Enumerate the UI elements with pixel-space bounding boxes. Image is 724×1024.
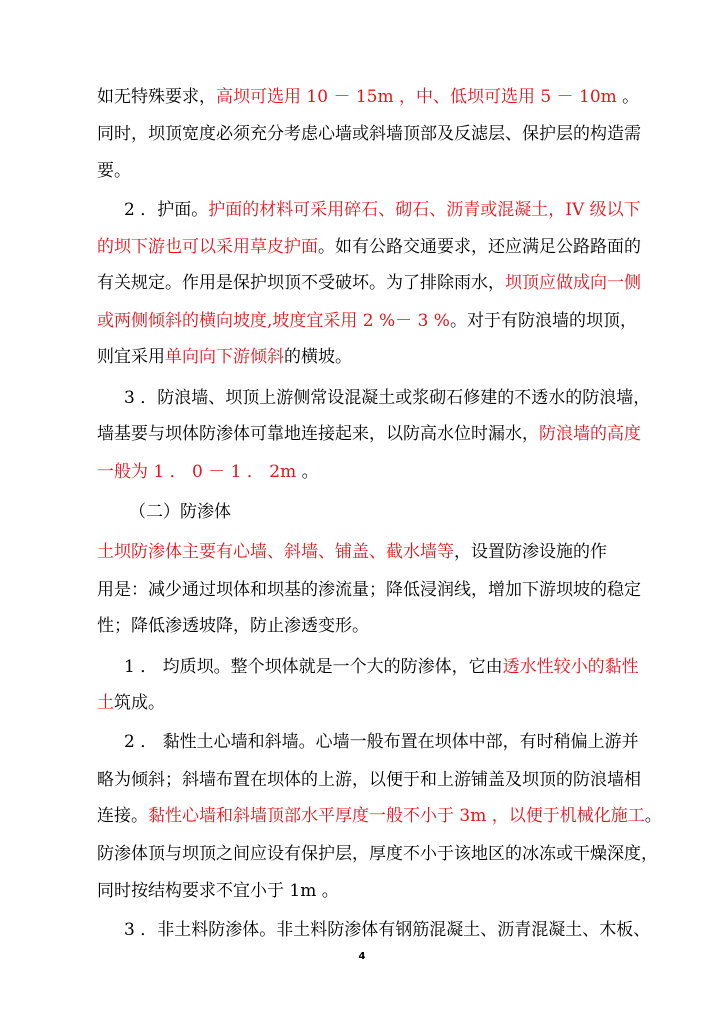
highlighted-text: 或两侧倾斜的横向坡度,坡度宜采用 2 %－ 3 %	[97, 311, 450, 331]
text-span: 的横坡。	[284, 347, 352, 367]
text-span: 墙基要与坝体防渗体可靠地连接起来，以防高水位时漏水，	[97, 424, 539, 444]
text-span: 1 ． 均质坝。整个坝体就是一个大的防渗体，它由	[124, 657, 503, 677]
highlighted-text: 坝顶应做成向一侧	[505, 273, 641, 293]
text-line	[97, 879, 637, 903]
highlighted-text: 土	[97, 693, 114, 713]
text-span: 。	[296, 462, 319, 482]
text-line	[97, 159, 637, 183]
text-span: 用是：减少通过坝体和坝基的渗流量；降低浸润线，增加下游坝坡的稳定	[97, 580, 641, 600]
text-line	[129, 500, 637, 524]
highlighted-text: 高坝可选用 10 － 15m ，中、低坝可选用 5 － 10m	[216, 87, 617, 107]
text-line	[97, 540, 637, 564]
text-span: 性；降低渗透坡降，防止渗透变形。	[97, 616, 369, 636]
text-span: 要。	[97, 161, 131, 181]
text-line	[97, 85, 640, 109]
text-line	[97, 422, 641, 446]
text-line	[124, 655, 637, 679]
text-line	[97, 309, 637, 333]
text-span: 2 ． 黏性土心墙和斜墙。心墙一般布置在坝体中部，有时稍偏上游并	[124, 732, 639, 752]
text-span: 略为倾斜；斜墙布置在坝体的上游，以便于和上游铺盖及坝顶的防浪墙相	[97, 770, 641, 790]
text-span: 如无特殊要求，	[97, 87, 216, 107]
text-span: 3 ．防浪墙、坝顶上游侧常设混凝土或浆砌石修建的不透水的防浪墙，	[124, 388, 651, 408]
text-line	[124, 386, 651, 410]
text-span: 有关规定。作用是保护坝顶不受破坏。为了排除雨水，	[97, 273, 505, 293]
text-line	[97, 122, 641, 146]
text-span: 防渗体顶与坝顶之间应设有保护层，厚度不小于该地区的冰冻或干燥深度，	[97, 844, 658, 864]
highlighted-text: 透水性较小的黏性	[502, 657, 639, 677]
highlighted-text: 护面的材料可采用碎石、砌石、沥青或混凝土，IV 级以下	[208, 200, 641, 220]
highlighted-text: 的坝下游也可以采用草皮护面	[97, 237, 318, 257]
text-line	[97, 345, 637, 369]
text-span: 。	[616, 87, 640, 107]
text-span: 筑成。	[114, 693, 165, 713]
page-number: 4	[358, 951, 366, 962]
text-line	[97, 804, 662, 828]
text-span: 连接。	[97, 806, 148, 826]
text-line	[124, 730, 637, 754]
text-span: 则宜采用	[97, 347, 165, 367]
text-line	[97, 271, 641, 295]
text-line	[97, 691, 637, 715]
highlighted-text: 一般为 1 ． 0 － 1 ． 2m	[97, 462, 297, 482]
text-span: 同时，坝顶宽度必须充分考虑心墙或斜墙顶部及反滤层、保护层的构造需	[97, 124, 641, 144]
highlighted-text: 防浪墙的高度	[539, 424, 641, 444]
text-span: （二）防渗体	[129, 502, 231, 522]
text-line	[124, 918, 651, 942]
text-span: 。对于有防浪墙的坝顶，	[449, 311, 637, 331]
highlighted-text: 土坝防渗体主要有心墙、斜墙、铺盖、截水墙等	[97, 542, 454, 562]
text-line	[97, 578, 641, 602]
text-span: ，设置防渗设施的作	[454, 542, 607, 562]
text-line	[97, 460, 637, 484]
text-line	[97, 842, 658, 866]
text-line	[97, 235, 641, 259]
highlighted-text: 黏性心墙和斜墙顶部水平厚度一般不小于 3m ，以便于机械化施工	[148, 806, 645, 826]
text-span: 2 ．护面。	[124, 200, 209, 220]
text-span: 。如有公路交通要求，还应满足公路路面的	[318, 237, 641, 257]
text-span: 3 ．非土料防渗体。非土料防渗体有钢筋混凝土、沥青混凝土、木板、	[124, 920, 651, 940]
text-line	[124, 198, 641, 222]
highlighted-text: 单向向下游倾斜	[165, 347, 284, 367]
text-line	[97, 768, 641, 792]
text-span: 同时按结构要求不宜小于 1m 。	[97, 881, 339, 901]
text-span: 。	[644, 806, 662, 826]
text-line	[97, 614, 637, 638]
